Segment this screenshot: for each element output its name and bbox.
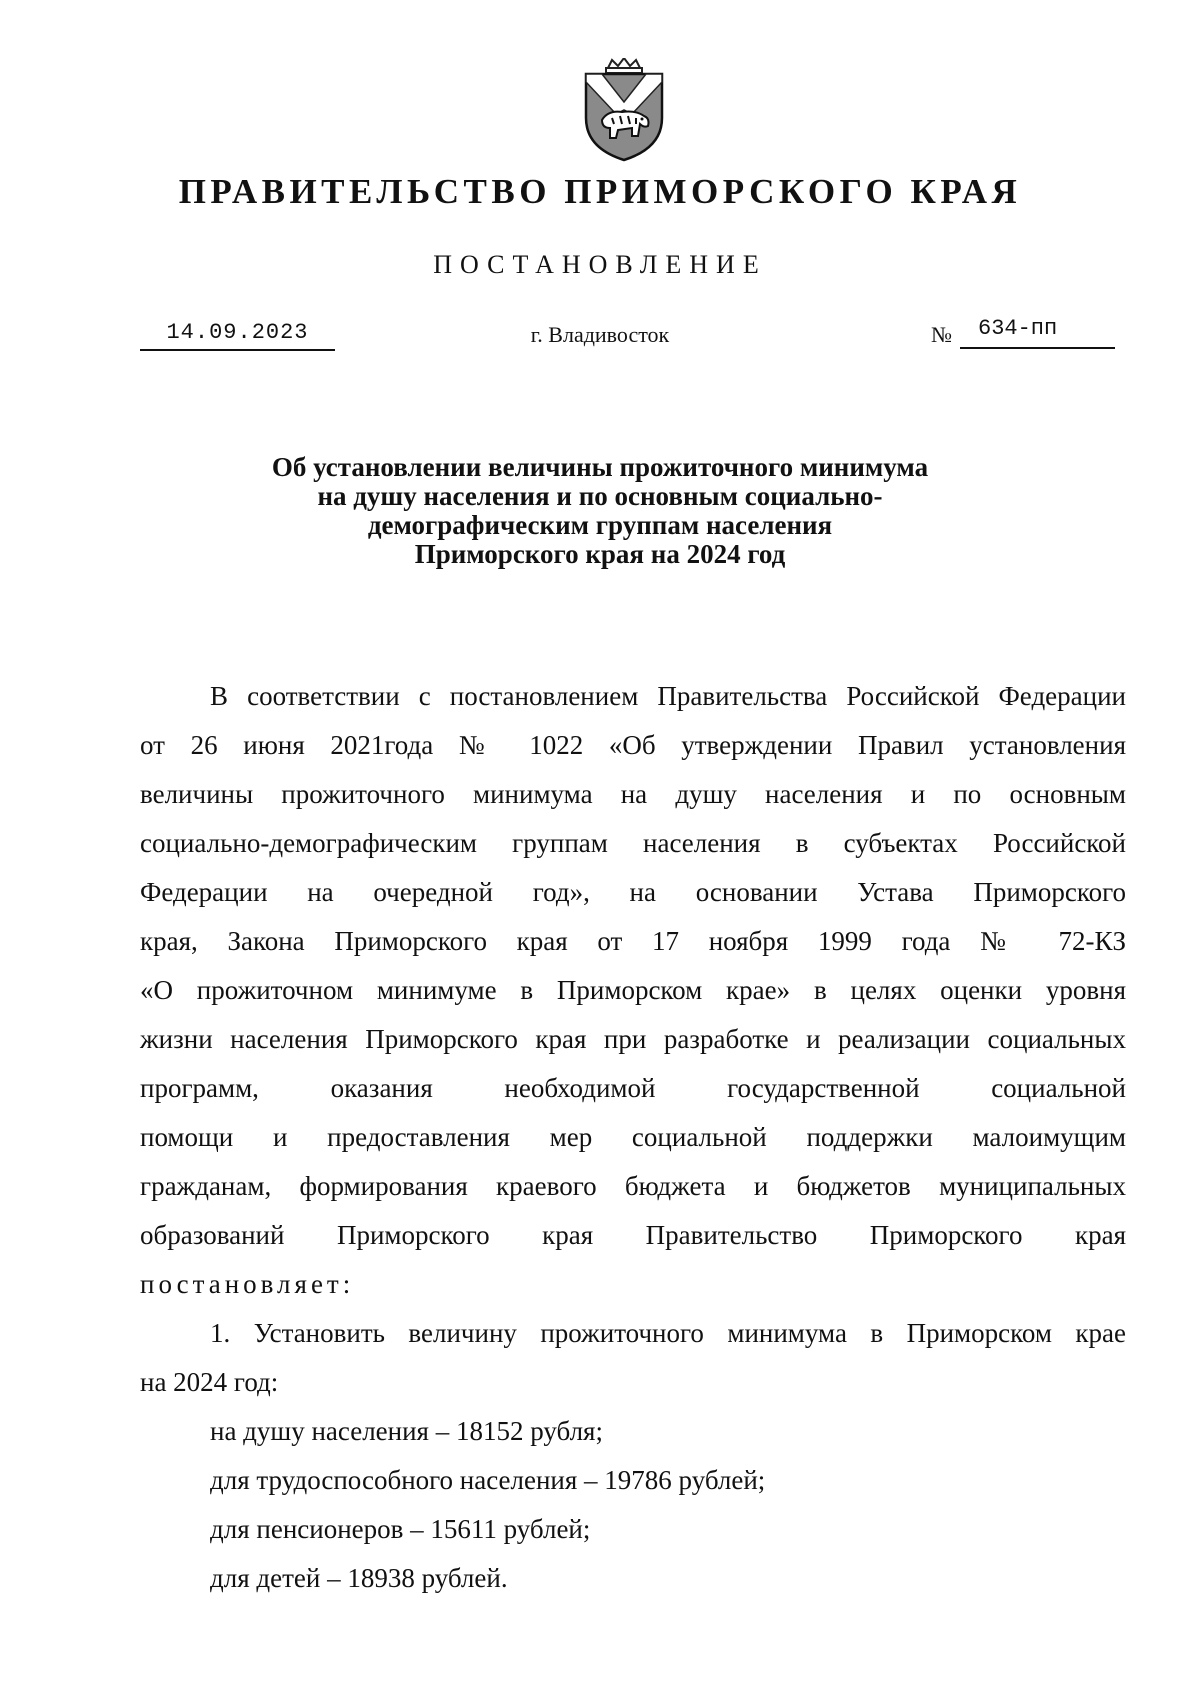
- list-item: для детей – 18938 рублей.: [210, 1563, 508, 1593]
- preamble-line: «О прожиточном минимуме в Приморском крае» в целях оценки уровня: [140, 975, 1126, 1005]
- preamble-line: края, Закона Приморского края от 17 ноября 1999 года № 72-КЗ: [140, 926, 1126, 956]
- preamble-line: социально-демографическим группам населения в субъектах Российской: [140, 828, 1126, 858]
- item-1-line: 1. Установить величину прожиточного минимума в Приморском крае: [210, 1318, 1126, 1348]
- list-item: для пенсионеров – 15611 рублей;: [210, 1514, 591, 1544]
- document-type: ПОСТАНОВЛЕНИЕ: [433, 250, 767, 279]
- preamble-line: помощи и предоставления мер социальной поддержки малоимущим: [140, 1122, 1126, 1152]
- preamble-paragraph: [140, 672, 1126, 1309]
- heading-line: Об установлении величины прожиточного минимума: [271, 452, 929, 482]
- preamble-line: величины прожиточного минимума на душу населения и по основным: [140, 779, 1126, 809]
- preamble-line: образований Приморского края Правительство Приморского края: [140, 1220, 1126, 1250]
- document-heading: [0, 453, 1200, 569]
- preamble-line: программ, оказания необходимой государственной социальной: [140, 1073, 1126, 1103]
- item-1: [140, 1309, 1126, 1407]
- document-number-label: №: [931, 322, 952, 347]
- document-city: г. Владивосток: [530, 322, 670, 347]
- list-item: на душу населения – 18152 рубля;: [210, 1416, 603, 1446]
- preamble-line: от 26 июня 2021года № 1022 «Об утверждении Правил установления: [140, 730, 1126, 760]
- document-date: 14.09.2023: [140, 320, 335, 351]
- heading-line: Приморского края на 2024 год: [414, 539, 786, 569]
- heading-line: демографическим группам населения: [367, 510, 833, 540]
- heading-line: на душу населения и по основным социально-: [317, 481, 883, 511]
- item-1-line: на 2024 год:: [140, 1367, 279, 1397]
- preamble-line: жизни населения Приморского края при разработке и реализации социальных: [140, 1024, 1126, 1054]
- document-number: 634-пп: [960, 316, 1115, 349]
- minimum-values-list: [140, 1407, 1126, 1603]
- coat-of-arms-icon: [578, 58, 670, 162]
- preamble-line: Федерации на очередной год», на основании Устава Приморского: [140, 877, 1126, 907]
- list-item: для трудоспособного населения – 19786 рублей;: [210, 1465, 766, 1495]
- document-meta-row: [0, 316, 1200, 360]
- preamble-line: гражданам, формирования краевого бюджета и бюджетов муниципальных: [140, 1171, 1126, 1201]
- organization-title: ПРАВИТЕЛЬСТВО ПРИМОРСКОГО КРАЯ: [178, 172, 1022, 211]
- preamble-line: В соответствии с постановлением Правительства Российской Федерации: [210, 681, 1126, 711]
- resolves-word: постановляет:: [140, 1269, 355, 1299]
- document-body: [140, 672, 1126, 1603]
